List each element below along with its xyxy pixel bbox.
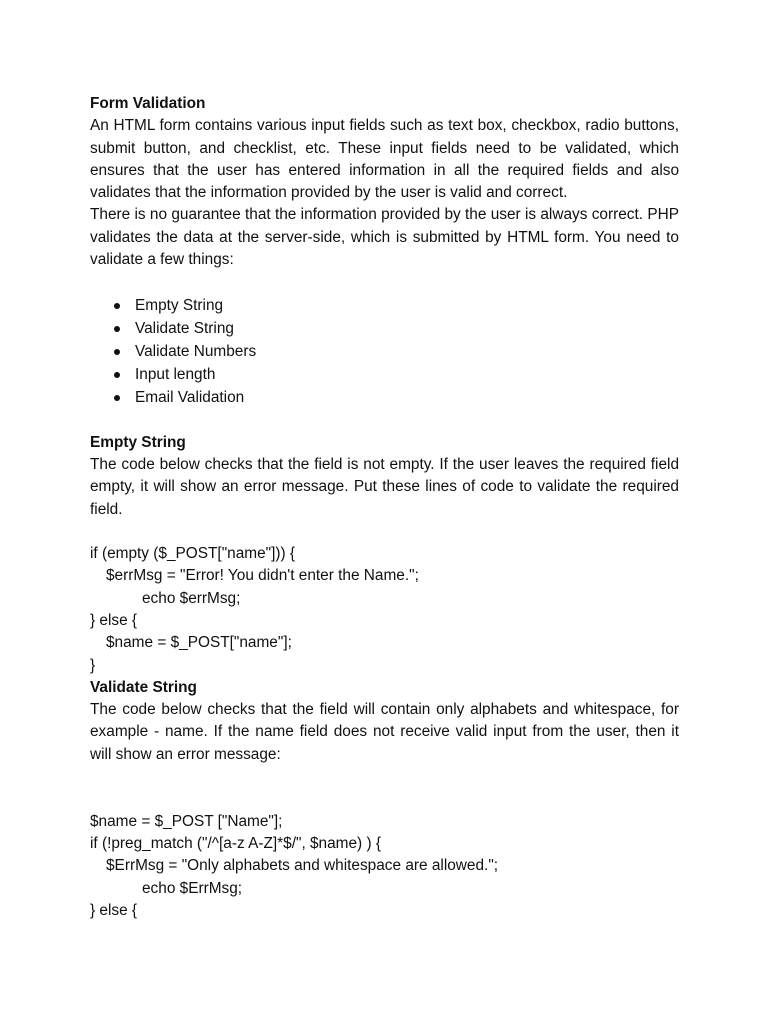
bullet-icon <box>114 326 120 332</box>
section-title-validate-string: Validate String <box>90 678 197 696</box>
list-item <box>90 317 679 340</box>
list-item-label: Input length <box>135 366 216 384</box>
code-line: echo $ErrMsg; <box>142 879 243 897</box>
spacer <box>90 271 679 293</box>
spacer <box>90 410 679 432</box>
code-line: echo $errMsg; <box>142 589 241 607</box>
list-item <box>90 386 679 409</box>
bullet-icon <box>114 395 120 401</box>
bullet-icon <box>114 349 120 355</box>
code-line: $errMsg = "Error! You didn't enter the Name."; <box>106 567 419 585</box>
list-item-label: Validate String <box>135 319 234 337</box>
spacer <box>90 766 679 788</box>
code-block-empty-string <box>90 543 679 677</box>
list-item <box>90 294 679 317</box>
code-line: } else { <box>90 611 138 629</box>
list-item-label: Email Validation <box>135 389 245 407</box>
code-block-validate-string <box>90 811 679 922</box>
spacer <box>90 788 679 810</box>
code-line: if (empty ($_POST["name"])) { <box>90 545 296 563</box>
code-line: } <box>90 656 96 674</box>
section-title-empty-string: Empty String <box>90 433 186 451</box>
spacer <box>90 521 679 543</box>
form-validation-paragraph-2: There is no guarantee that the information provided by the user is always correct. PHP validates the data at the server-side, which is submitted by HTML form. You need to validate a few things: <box>90 206 679 269</box>
list-item <box>90 340 679 363</box>
code-line: if (!preg_match ("/^[a-z A-Z]*$/", $name) ) { <box>90 834 382 852</box>
bullet-icon <box>114 372 120 378</box>
list-item-label: Validate Numbers <box>135 343 257 361</box>
section-title-form-validation: Form Validation <box>90 95 206 112</box>
validate-string-paragraph: The code below checks that the field will contain only alphabets and whitespace, for example - name. If the name field does not receive valid input from the user, then it will show an error message: <box>90 701 679 763</box>
code-line: } else { <box>90 901 138 919</box>
code-line: $name = $_POST ["Name"]; <box>90 812 283 830</box>
code-line: $name = $_POST["name"]; <box>106 634 292 652</box>
empty-string-paragraph: The code below checks that the field is not empty. If the user leaves the required field empty, it will show an error message. Put these lines of code to validate the required field. <box>90 455 679 518</box>
code-line: $ErrMsg = "Only alphabets and whitespace are allowed."; <box>106 857 499 875</box>
bullet-icon <box>114 303 120 309</box>
list-item-label: Empty String <box>135 296 224 314</box>
list-item <box>90 363 679 386</box>
document-page <box>90 93 679 922</box>
form-validation-paragraph-1: An HTML form contains various input fields such as text box, checkbox, radio buttons, submit button, and checklist, etc. These input fields need to be validated, which ensures that the user has entered information in all the required fields and also validates that the information provided by the user is valid and correct. <box>90 117 679 202</box>
validation-checklist <box>90 294 679 410</box>
